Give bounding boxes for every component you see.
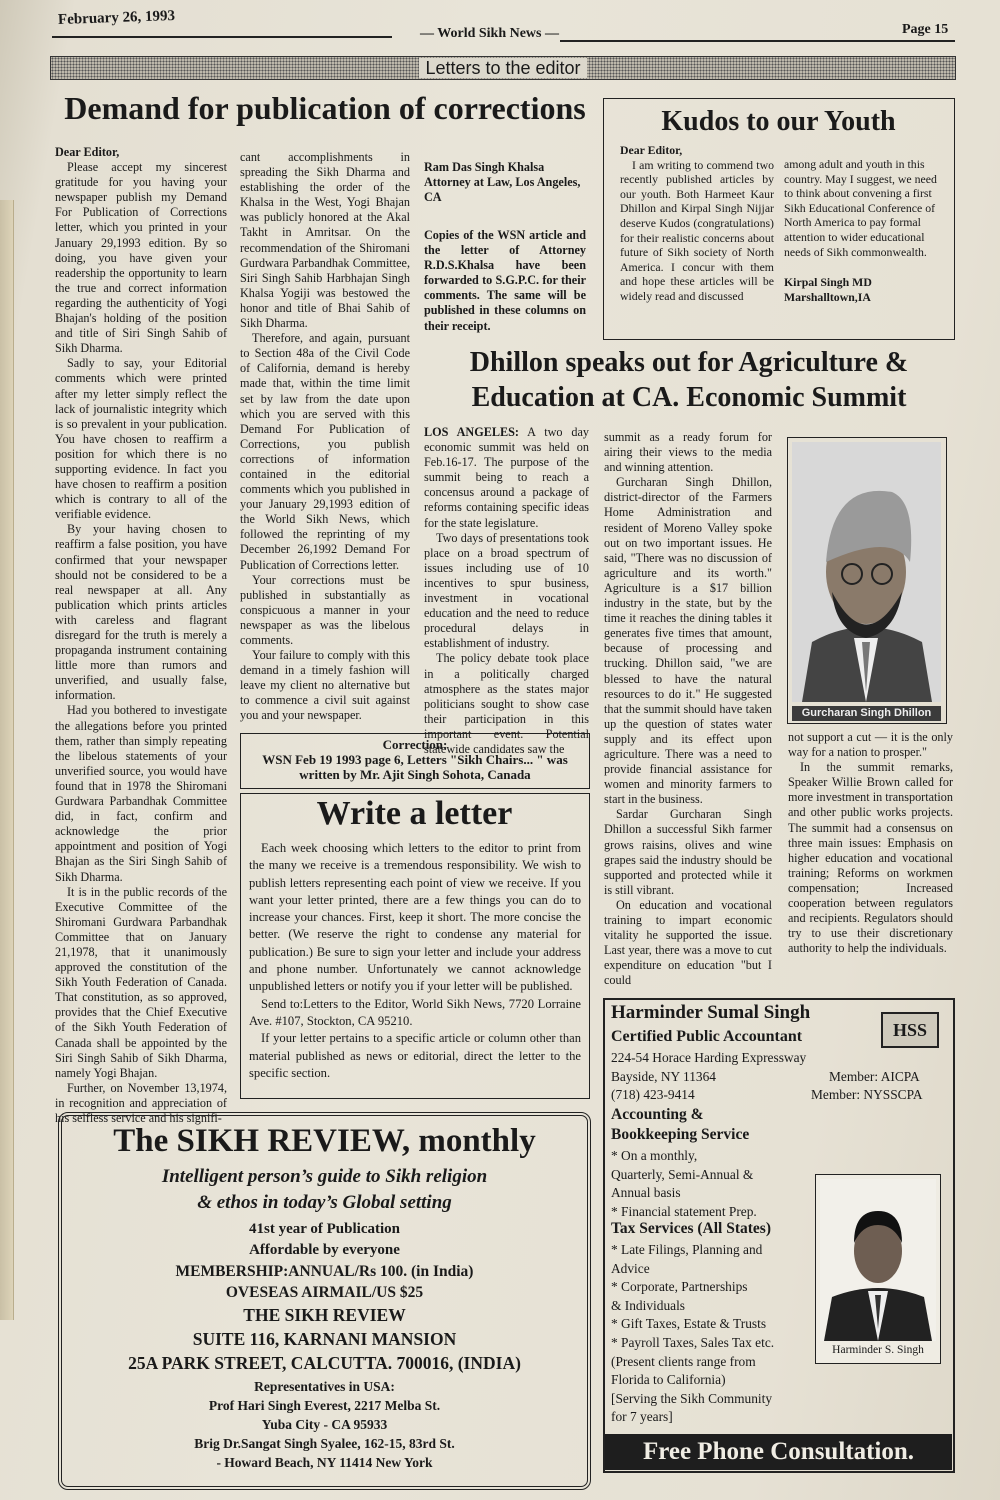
hss-name: Harminder Sumal Singh [611, 1002, 811, 1023]
sikh-review-airmail: OVESEAS AIRMAIL/US $25 [225, 1284, 424, 1301]
sikh-review-rep-2-city: - Howard Beach, NY 11414 New York [216, 1455, 433, 1470]
sikh-review-tagline-1: Intelligent person’s guide to Sikh religion [161, 1166, 488, 1187]
hss-photo-frame [815, 1174, 941, 1364]
sikh-review-rep-1: Prof Hari Singh Everest, 2217 Melba St. [208, 1398, 441, 1413]
hss-photo-caption: Harminder S. Singh [832, 1344, 924, 1356]
binding-strip [0, 200, 14, 1320]
dhillon-column-3 [788, 730, 953, 956]
sikh-review-ad [58, 1112, 591, 1490]
dhillon-column-2 [604, 430, 772, 988]
sikh-review-rep-1-city: Yuba City - CA 95933 [261, 1417, 388, 1432]
section-title: Letters to the editor [419, 58, 586, 78]
sikh-review-suite: SUITE 116, KARNANI MANSION [192, 1329, 457, 1349]
page-number: Page 15 [902, 22, 949, 37]
demand-c2-p1: cant accomplishments in spreading the Sikh Dharma and establishing the order of the Khalsa in the West, Yogi Bhajan was publicly honored at the Akal Takht in Amritsar. On the recommendation of the Shiromani Gurdwara Parbandhak Committee, Siri Singh Sahib Harbhajan Singh Khalsa Yogiji was bestowed the honor and title of Bhai Sahib of Sikh Dharma. [240, 150, 410, 331]
demand-c2-p3: Your corrections must be published in substantially as conspicuous a manner in your newspaper as was the libelous comments. [240, 572, 410, 647]
sikh-review-reps-title: Representatives in USA: [254, 1379, 395, 1394]
correction-text: WSN Feb 19 1993 page 6, Letters "Sikh Chairs... " was written by Mr. Ajit Singh Sohota, Canada [262, 752, 568, 782]
hss-tax-item: Florida to California) [611, 1372, 726, 1388]
section-banner [50, 56, 956, 80]
hss-footer-banner: Free Phone Consultation. [605, 1434, 952, 1470]
hss-photo [820, 1179, 936, 1341]
hss-tax-item: & Individuals [611, 1297, 686, 1313]
hss-portrait-icon [820, 1179, 936, 1341]
hss-item: * Financial statement Prep. [611, 1203, 757, 1219]
kudos-signature-name: Kirpal Singh MD [784, 275, 872, 290]
demand-c1-p6: Further, on November 13,1974, in recognition and appreciation of his selfless service and his signifi- [55, 1080, 227, 1125]
dhillon-c1-p1: A two day economic summit was held on Feb.16-17. The purpose of the summit being to reach a concensus around a package of reforms containing specific ideas for the state legislature. [424, 425, 589, 530]
dhillon-headline [424, 345, 954, 415]
hss-tax-item: * Gift Taxes, Estate & Trusts [611, 1316, 767, 1332]
kudos-column-2 [784, 157, 939, 332]
hss-item: Quarterly, Semi-Annual & [611, 1166, 754, 1182]
demand-c1-p3: By your having chosen to reaffirm a false position, you have confirmed that your newspaper should not be considered to be a real newspaper at all. Any publication which prints articles with careless and flagrant disregard for the truth is merely a propaganda instrument containing little more than rumors and unverified, and usually false, information. [55, 522, 227, 703]
paper-name: — World Sikh News — [420, 26, 559, 41]
kudos-column-1 [620, 143, 774, 328]
hss-accounting-list [611, 1147, 757, 1221]
sikh-review-affordable: Affordable by everyone [249, 1242, 400, 1258]
write-letter-body [249, 840, 581, 1096]
sikh-review-year: 41st year of Publication [249, 1221, 400, 1237]
sikh-review-membership: MEMBERSHIP:ANNUAL/Rs 100. (in India) [175, 1263, 474, 1280]
correction-title: Correction: [382, 737, 448, 752]
dhillon-c2-p2: Gurcharan Singh Dhillon, district-director of the Farmers Home Administration and resident of Moreno Valley spoke out on two important issues. He said, "There was no discussion of agriculture and its worth." Agriculture is a $17 billion industry in the state, but by the time it reaches the dining tables it generates five times that amount, because of processing and trucking. Dhillon said, "we are blessed to have the natural resources to do it." He suggested that the summit should have taken up the question of states water supply and its effect upon agriculture. There was a need to provide financial assistance for women and minority farmers to start in the business. [604, 475, 772, 807]
dhillon-photo-caption: Gurcharan Singh Dhillon [792, 706, 941, 721]
hss-member-1: Member: AICPA [829, 1069, 920, 1084]
write-letter-headline: Write a letter [316, 795, 513, 832]
write-letter-p2: Send to:Letters to the Editor, World Sikh News, 7720 Lorraine Ave. #107, Stockton, CA 95210. [249, 996, 581, 1028]
sikh-review-name: THE SIKH REVIEW [243, 1305, 406, 1325]
sikh-review-rep-2: Brig Dr.Sangat Singh Syalee, 162-15, 83rd St. [194, 1436, 455, 1451]
hss-member-2: Member: NYSSCPA [811, 1087, 923, 1102]
hss-tax-item: (Present clients range from [611, 1353, 756, 1369]
kudos-signature-place: Marshalltown,IA [784, 289, 871, 304]
masthead-rule-right [560, 40, 955, 42]
demand-headline: Demand for publication of corrections [64, 90, 586, 126]
demand-c1-p4: Had you bothered to investigate the allegations before you printed them, rather than simply repeating the libelous statements of your unverified source, you would have found that in 1978 the Shiromani Gurdwara Parbandhak Committee did, in fact, confirm and acknowledge the prior appointment and position of Yogi Bhajan as the Siri Singh Sahib of Sikh Dharma. [55, 703, 227, 884]
demand-c1-p2: Sadly to say, your Editorial comments which were printed after my letter simply reflect the lack of journalistic integrity which is so prevalent in your publication. You have chosen to reaffirm a position for which there is no supporting evidence. In fact you have chosen to reaffirm a position which is contrary to all of the verifiable evidence. [55, 356, 227, 522]
demand-c1-p5: It is in the public records of the Executive Committee of the Shiromani Gurdwara Parbandhak Committee that on January 21,1978, that it unanimously approved the constitution of the Sikh Youth Federation of Canada. That constitution, as so approved, provides that the Chief Executive of the Sikh Youth Federation of Canada shall be appointed by the Siri Singh Sahib of Sikh Dharma, namely Yogi Bhajan. [55, 884, 227, 1080]
hss-tax-item: Advice [611, 1260, 650, 1276]
kudos-salutation: Dear Editor, [620, 143, 683, 157]
dhillon-c3-p1: not support a cut — it is the only way for a nation to prosper." [788, 730, 953, 760]
demand-salutation: Dear Editor, [55, 145, 120, 159]
kudos-headline: Kudos to our Youth [661, 106, 896, 137]
write-letter-p3: If your letter pertains to a specific article or column other than material published as news or editorial, direct the letter to the specific section. [249, 1031, 581, 1080]
hss-item: * On a monthly, [611, 1148, 698, 1163]
demand-signature: Ram Das Singh Khalsa Attorney at Law, Los Angeles, CA [424, 160, 581, 205]
write-letter-box [240, 793, 590, 1099]
demand-column-2 [240, 150, 410, 730]
demand-editor-note: Copies of the WSN article and the letter of Attorney R.D.S.Khalsa have been forwarded to S.G.P.C. for their comments. The same will be published in these columns on their receipt. [424, 228, 586, 333]
demand-c2-p2: Therefore, and again, pursuant to Section 48a of the Civil Code of California, demand is hereby made that, within the time limit set by law from the date upon which you are served with this Demand For Publication of Corrections, you publish corrections of information contained in the editorial comments which you published in your January 29,1993 edition of the World Sikh News, which followed the reprinting of my December 26,1992 Demand For Publication of Corrections letter. [240, 331, 410, 572]
hss-tax-item: * Corporate, Partnerships [611, 1279, 748, 1295]
kudos-box [603, 98, 955, 340]
hss-tax-item: * Late Filings, Planning and [611, 1242, 763, 1257]
hss-tax-item: [Serving the Sikh Community [611, 1390, 773, 1406]
hss-title: Certified Public Accountant [611, 1028, 803, 1045]
sikh-review-title: The SIKH REVIEW, monthly [113, 1123, 536, 1159]
hss-tax-title: Tax Services (All States) [611, 1220, 772, 1237]
dhillon-c3-p2: In the summit remarks, Speaker Willie Brown called for more investment in transportation and other public works projects. The summit had a consensus on three main issues: Emphasis on higher education and vocational training; Reforms on workmen compensation; Increased cooperation between regulators and recipients. Regulators should try to use their discretionary authority to help the individuals. [788, 760, 953, 956]
hss-service-1: Accounting & [611, 1106, 704, 1123]
dhillon-headline-line1: Dhillon speaks out for Agriculture & [469, 347, 909, 378]
demand-c2-p4: Your failure to comply with this demand in a timely fashion will leave my client no alternative but to commence a civil suit against you and your newspaper. [240, 648, 410, 723]
hss-logo: HSS [881, 1012, 939, 1048]
hss-phone: (718) 423-9414 [611, 1087, 695, 1102]
sikh-review-address: 25A PARK STREET, CALCUTTA. 700016, (INDIA) [128, 1353, 521, 1373]
hss-tax-item: * Payroll Taxes, Sales Tax etc. [611, 1334, 775, 1350]
masthead-rule-left [52, 36, 392, 38]
dhillon-c2-p3: Sardar Gurcharan Singh Dhillon a successful Sikh farmer grows raisins, olives and wine grapes said the industry should be supported and protected while it is still vibrant. [604, 807, 772, 897]
dhillon-column-1 [424, 425, 589, 756]
dhillon-dateline: LOS ANGELES: [424, 425, 519, 439]
hss-address-1: 224-54 Horace Harding Expressway [611, 1050, 807, 1065]
hss-tax-list [611, 1241, 774, 1427]
dhillon-c2-p4: On education and vocational training to impart economic vitality he supported the issue. Last year, there was a move to cut expenditure on education "but I could [604, 897, 772, 988]
dhillon-headline-line2: Education at CA. Economic Summit [471, 382, 907, 413]
correction-box [240, 733, 590, 789]
dhillon-c1-p3: The policy debate took place in a politically charged atmosphere as the states major politicians sought to show case their participation in this important event. Potential statewide candidates saw the [424, 651, 589, 756]
hss-ad [603, 998, 955, 1473]
demand-column-1 [55, 145, 227, 1125]
dhillon-photo-frame [787, 437, 947, 724]
hss-service-2: Bookkeeping Service [611, 1126, 750, 1143]
dhillon-c2-p1: summit as a ready forum for airing their views to the media and winning attention. [604, 430, 772, 475]
dhillon-photo [792, 442, 941, 702]
write-letter-p1: Each week choosing which letters to the editor to print from the many we receive is a tremendous responsibility. We wish to publish letters representing each point of view we receive. If you want your letter printed, there are a few things you can do to increase your chances. First, keep it short. The more concise the better. (We reserve the right to condense any material for publication.) Be sure to sign your letter and include your address and phone number. Unfortunately we cannot acknowledge unpublished letters or notify you if your letter will be published. [249, 841, 581, 994]
dhillon-portrait-icon [792, 442, 941, 702]
kudos-c2-text: among adult and youth in this country. May I suggest, we need to think about convening a first Sikh Educational Conference of North America to pay formal attention to wider educational needs of Sikh commonwealth. [784, 157, 937, 259]
hss-tax-item: for 7 years] [611, 1409, 673, 1425]
sikh-review-tagline-2: & ethos in today’s Global setting [197, 1192, 452, 1213]
hss-item: Annual basis [611, 1185, 681, 1201]
kudos-c1-text: I am writing to commend two recently published articles by our youth. Both Harmeet Kaur Dhillon and Kirpal Singh Nijjar deserve Kudos (congratulations) for their realistic concerns about future of Sikh society of North America. I concur with them and hope these articles will be widely read and discussed [620, 157, 774, 303]
demand-c1-p1: Please accept my sincerest gratitude for you having your newspaper publish my Demand For Publication of Corrections letter, which you printed in your January 29,1993 edition. By so doing, you have given your readership the opportunity to learn the true and correct information regarding the authenticity of Yogi Bhajan's holding of the position and title of Siri Singh Sahib of Sikh Dharma. [55, 160, 227, 356]
hss-address-2: Bayside, NY 11364 [611, 1069, 717, 1084]
issue-date: February 26, 1993 [57, 7, 176, 29]
dhillon-c1-p2: Two days of presentations took place on a broad spectrum of issues including use of 10 incentives to spur business, investment in vocational education and the need to reduce procedural delays in establishment of industry. [424, 530, 589, 651]
